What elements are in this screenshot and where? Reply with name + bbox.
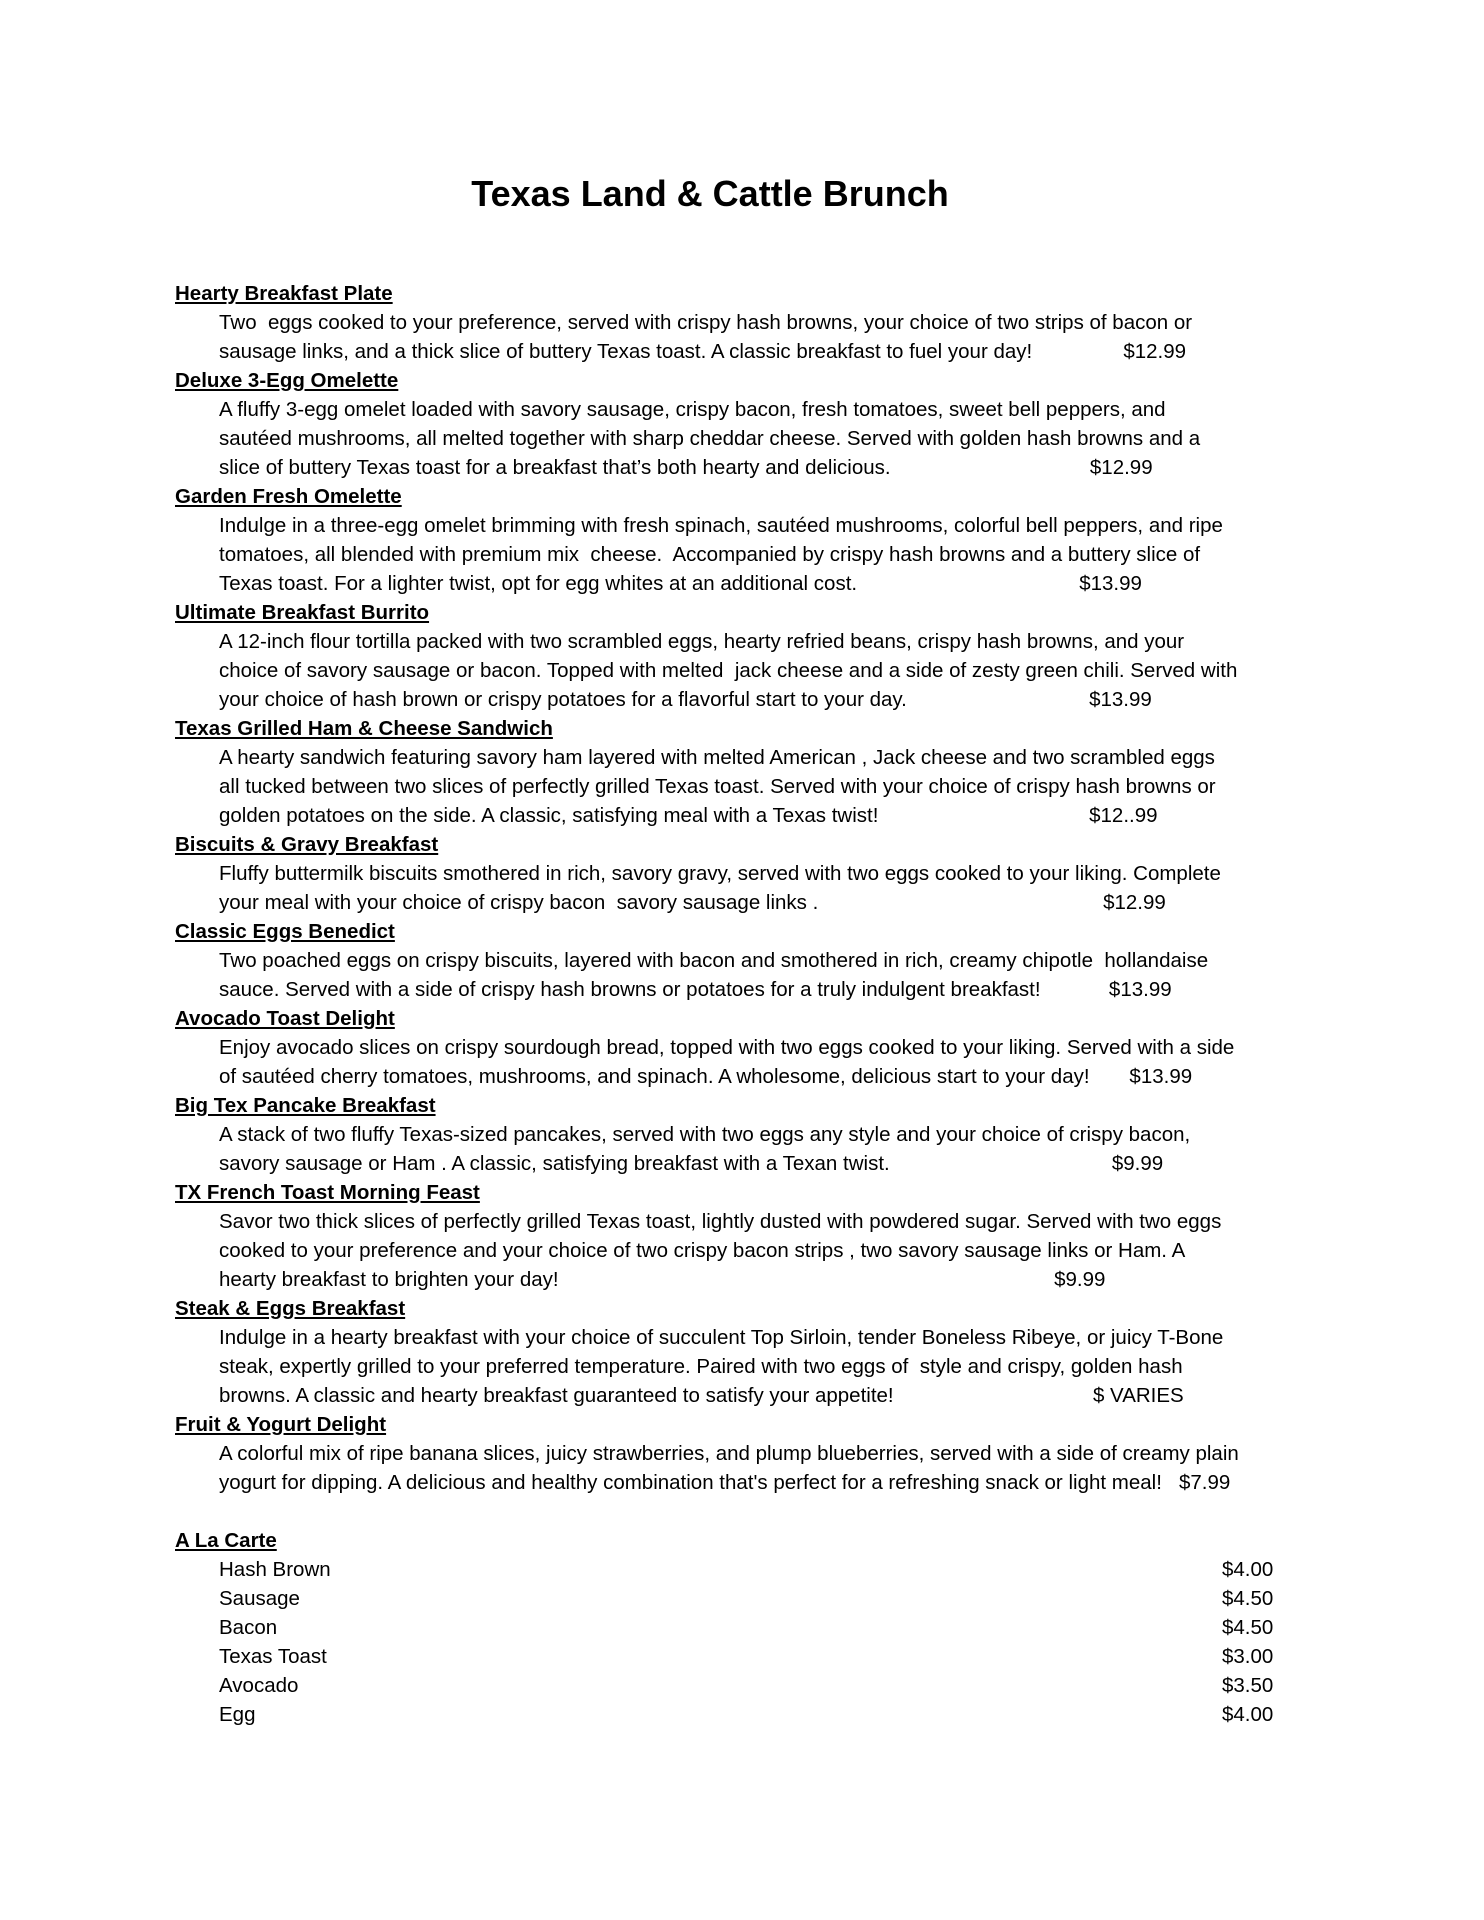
item-name: Fruit & Yogurt Delight bbox=[175, 1413, 387, 1436]
item-description bbox=[219, 859, 1315, 917]
item-name: Biscuits & Gravy Breakfast bbox=[175, 833, 439, 856]
a-la-carte-item-name: Sausage bbox=[219, 1587, 300, 1610]
item-description-line: your meal with your choice of crispy bacon savory sausage links . $12.99 bbox=[219, 891, 1166, 914]
menu-item-big-tex-pancake bbox=[175, 1091, 1315, 1178]
item-description-line: Two poached eggs on crispy biscuits, layered with bacon and smothered in rich, creamy chipotle hollandaise bbox=[219, 949, 1209, 972]
item-description bbox=[219, 1323, 1315, 1410]
item-name: Avocado Toast Delight bbox=[175, 1007, 395, 1030]
menu-item-french-toast bbox=[175, 1178, 1315, 1294]
item-name: Steak & Eggs Breakfast bbox=[175, 1297, 406, 1320]
a-la-carte-row bbox=[175, 1642, 1315, 1671]
item-name: Deluxe 3-Egg Omelette bbox=[175, 369, 399, 392]
item-description-line: steak, expertly grilled to your preferred temperature. Paired with two eggs of style and crispy, golden hash bbox=[219, 1355, 1183, 1378]
item-description-line: hearty breakfast to brighten your day! $9.99 bbox=[219, 1268, 1106, 1291]
item-description-line: Fluffy buttermilk biscuits smothered in rich, savory gravy, served with two eggs cooked to your liking. Complete bbox=[219, 862, 1221, 885]
item-description-line: Indulge in a hearty breakfast with your choice of succulent Top Sirloin, tender Boneless Ribeye, or juicy T-Bone bbox=[219, 1326, 1224, 1349]
menu-item-ultimate-breakfast-burrito bbox=[175, 598, 1315, 714]
a-la-carte-title: A La Carte bbox=[175, 1529, 277, 1552]
item-description bbox=[219, 511, 1315, 598]
menu-item-avocado-toast bbox=[175, 1004, 1315, 1091]
item-description-line: Savor two thick slices of perfectly grilled Texas toast, lightly dusted with powdered sugar. Served with two eggs bbox=[219, 1210, 1222, 1233]
item-description bbox=[219, 1033, 1315, 1091]
a-la-carte-row bbox=[175, 1584, 1315, 1613]
item-description-line: A fluffy 3-egg omelet loaded with savory sausage, crispy bacon, fresh tomatoes, sweet bell peppers, and bbox=[219, 398, 1166, 421]
a-la-carte-item-price: $4.00 bbox=[1222, 1558, 1274, 1581]
item-description-line: all tucked between two slices of perfectly grilled Texas toast. Served with your choice of crispy hash browns or bbox=[219, 775, 1216, 798]
item-description-line: sautéed mushrooms, all melted together with sharp cheddar cheese. Served with golden hash browns and a bbox=[219, 427, 1201, 450]
item-name: Hearty Breakfast Plate bbox=[175, 282, 393, 305]
item-description-line: savory sausage or Ham . A classic, satisfying breakfast with a Texan twist. $9.99 bbox=[219, 1152, 1164, 1175]
item-description-line: Two eggs cooked to your preference, served with crispy hash browns, your choice of two strips of bacon or bbox=[219, 311, 1193, 334]
a-la-carte-item-price: $4.50 bbox=[1222, 1587, 1274, 1610]
item-description bbox=[219, 1120, 1315, 1178]
item-description bbox=[219, 1439, 1315, 1497]
item-description-line: browns. A classic and hearty breakfast guaranteed to satisfy your appetite! $ VARIES bbox=[219, 1384, 1184, 1407]
item-description-line: A stack of two fluffy Texas-sized pancakes, served with two eggs any style and your choice of crispy bacon, bbox=[219, 1123, 1191, 1146]
item-description-line: Enjoy avocado slices on crispy sourdough bread, topped with two eggs cooked to your liking. Served with a side bbox=[219, 1036, 1235, 1059]
a-la-carte-item-name: Avocado bbox=[219, 1674, 299, 1697]
a-la-carte-item-price: $4.00 bbox=[1222, 1703, 1274, 1726]
item-description-line: tomatoes, all blended with premium mix cheese. Accompanied by crispy hash browns and a buttery slice of bbox=[219, 543, 1201, 566]
item-description bbox=[219, 308, 1315, 366]
a-la-carte-row bbox=[175, 1613, 1315, 1642]
item-description-line: choice of savory sausage or bacon. Topped with melted jack cheese and a side of zesty green chili. Served with bbox=[219, 659, 1238, 682]
a-la-carte-item-name: Texas Toast bbox=[219, 1645, 327, 1668]
item-description-line: A hearty sandwich featuring savory ham layered with melted American , Jack cheese and two scrambled eggs bbox=[219, 746, 1215, 769]
item-description bbox=[219, 1207, 1315, 1294]
item-description-line: A colorful mix of ripe banana slices, juicy strawberries, and plump blueberries, served with a side of creamy plain bbox=[219, 1442, 1239, 1465]
menu-item-fruit-yogurt bbox=[175, 1410, 1315, 1497]
section-spacer bbox=[175, 1497, 1315, 1526]
a-la-carte-item-price: $4.50 bbox=[1222, 1616, 1274, 1639]
a-la-carte-item-name: Bacon bbox=[219, 1616, 278, 1639]
a-la-carte-row bbox=[175, 1700, 1315, 1729]
item-description-line: yogurt for dipping. A delicious and healthy combination that's perfect for a refreshing snack or light meal! $7.99 bbox=[219, 1471, 1231, 1494]
menu-item-eggs-benedict bbox=[175, 917, 1315, 1004]
menu-item-biscuits-gravy bbox=[175, 830, 1315, 917]
item-description-line: your choice of hash brown or crispy potatoes for a flavorful start to your day. $13.99 bbox=[219, 688, 1152, 711]
item-name: Big Tex Pancake Breakfast bbox=[175, 1094, 436, 1117]
item-name: Classic Eggs Benedict bbox=[175, 920, 395, 943]
menu-list bbox=[175, 279, 1315, 1729]
item-name: TX French Toast Morning Feast bbox=[175, 1181, 480, 1204]
page-title: Texas Land & Cattle Brunch bbox=[471, 173, 949, 214]
a-la-carte-row bbox=[175, 1671, 1315, 1700]
item-description-line: Indulge in a three-egg omelet brimming with fresh spinach, sautéed mushrooms, colorful bell peppers, and ripe bbox=[219, 514, 1223, 537]
item-description-line: sausage links, and a thick slice of buttery Texas toast. A classic breakfast to fuel your day! $12.99 bbox=[219, 340, 1187, 363]
menu-item-garden-fresh-omelette bbox=[175, 482, 1315, 598]
item-description bbox=[219, 627, 1315, 714]
a-la-carte-row bbox=[175, 1555, 1315, 1584]
item-description bbox=[219, 946, 1315, 1004]
a-la-carte-item-name: Egg bbox=[219, 1703, 256, 1726]
item-name: Garden Fresh Omelette bbox=[175, 485, 402, 508]
a-la-carte-section bbox=[175, 1526, 1315, 1729]
item-description-line: A 12-inch flour tortilla packed with two scrambled eggs, hearty refried beans, crispy hash browns, and your bbox=[219, 630, 1185, 653]
item-description-line: cooked to your preference and your choice of two crispy bacon strips , two savory sausage links or Ham. A bbox=[219, 1239, 1186, 1262]
menu-item-grilled-ham-cheese bbox=[175, 714, 1315, 830]
item-description-line: slice of buttery Texas toast for a breakfast that’s both hearty and delicious. $12.99 bbox=[219, 456, 1153, 479]
a-la-carte-item-price: $3.00 bbox=[1222, 1645, 1274, 1668]
a-la-carte-item-name: Hash Brown bbox=[219, 1558, 331, 1581]
item-description-line: of sautéed cherry tomatoes, mushrooms, and spinach. A wholesome, delicious start to your day! $13.99 bbox=[219, 1065, 1193, 1088]
menu-item-hearty-breakfast-plate bbox=[175, 279, 1315, 366]
item-description bbox=[219, 743, 1315, 830]
item-description-line: sauce. Served with a side of crispy hash browns or potatoes for a truly indulgent breakfast! $13.99 bbox=[219, 978, 1172, 1001]
a-la-carte-item-price: $3.50 bbox=[1222, 1674, 1274, 1697]
item-name: Ultimate Breakfast Burrito bbox=[175, 601, 430, 624]
menu-item-steak-eggs bbox=[175, 1294, 1315, 1410]
menu-item-deluxe-omelette bbox=[175, 366, 1315, 482]
item-description bbox=[219, 395, 1315, 482]
item-name: Texas Grilled Ham & Cheese Sandwich bbox=[175, 717, 553, 740]
item-description-line: Texas toast. For a lighter twist, opt for egg whites at an additional cost. $13.99 bbox=[219, 572, 1142, 595]
item-description-line: golden potatoes on the side. A classic, satisfying meal with a Texas twist! $12..99 bbox=[219, 804, 1158, 827]
